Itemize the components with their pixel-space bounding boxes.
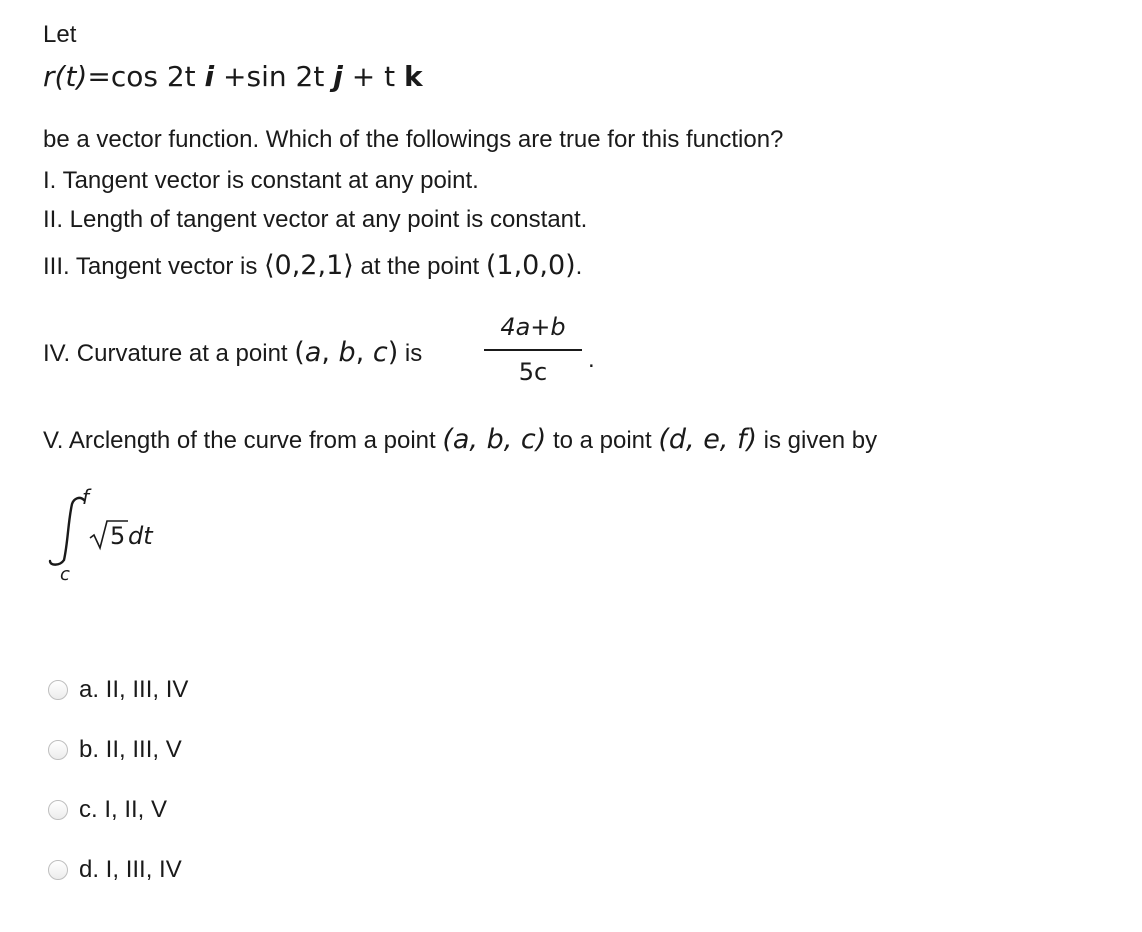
statement-5-suffix: is given by	[757, 427, 878, 454]
radio-button-c[interactable]	[48, 800, 68, 820]
var-a: a	[304, 337, 322, 368]
point-abc-2: (a, b, c)	[442, 424, 547, 455]
question-intro: be a vector function. Which of the followings are true for this function?	[43, 126, 784, 153]
statement-3-middle: at the point	[353, 253, 486, 280]
statement-4-is: is	[398, 340, 423, 367]
let-text: Let	[43, 21, 77, 48]
term-t: + t	[342, 60, 404, 93]
radio-button-d[interactable]	[48, 860, 68, 880]
option-d[interactable]	[48, 855, 182, 885]
statement-2: II. Length of tangent vector at any point is constant.	[43, 206, 588, 233]
statement-4-prefix: IV. Curvature at a point	[43, 340, 295, 367]
statement-3-prefix: III. Tangent vector is	[43, 253, 265, 280]
comma: ,	[355, 337, 373, 368]
vector-function	[43, 60, 423, 94]
statement-5-prefix: V. Arclength of the curve from a point	[43, 427, 443, 454]
point-value: (1,0,0)	[485, 250, 576, 281]
statement-3	[43, 251, 582, 282]
option-d-label: d. I, III, IV	[79, 856, 182, 883]
fraction-denominator: 5c	[518, 358, 548, 386]
tangent-vector: ⟨0,2,1⟩	[264, 250, 354, 281]
statement-5	[43, 425, 877, 456]
option-c[interactable]	[48, 795, 167, 825]
statement-3-suffix: .	[575, 253, 583, 280]
arclength-integral	[30, 482, 230, 582]
unit-k: k	[403, 60, 423, 93]
curvature-fraction	[484, 312, 582, 387]
paren-close: )	[387, 337, 399, 368]
term-sin: +sin 2t	[214, 60, 334, 93]
term-cos: cos 2t	[110, 60, 205, 93]
option-c-label: c. I, II, V	[79, 796, 168, 823]
statement-1: I. Tangent vector is constant at any point.	[43, 167, 479, 194]
var-c: c	[372, 337, 388, 368]
unit-j: j	[333, 60, 343, 93]
point-abc	[294, 337, 398, 368]
statement-4-suffix: .	[588, 346, 595, 373]
statement-5-middle: to a point	[546, 427, 659, 454]
unit-i: i	[204, 60, 215, 93]
option-b-label: b. II, III, V	[79, 736, 182, 763]
radio-button-a[interactable]	[48, 680, 68, 700]
integrand: 5	[110, 522, 126, 550]
fraction-bar	[484, 349, 582, 351]
option-a[interactable]	[48, 675, 188, 705]
option-a-label: a. II, III, IV	[79, 676, 189, 703]
paren-open: (	[294, 337, 305, 368]
point-def: (d, e, f)	[658, 424, 758, 455]
statement-4	[43, 338, 422, 369]
function-lhs: r(t)	[43, 60, 88, 93]
var-b: b	[338, 337, 356, 368]
equals-sign: =	[87, 60, 111, 93]
integral-upper: f	[82, 485, 90, 509]
differential: dt	[128, 522, 153, 550]
fraction-numerator: 4a+b	[500, 313, 566, 341]
option-b[interactable]	[48, 735, 182, 765]
integral-lower: c	[60, 564, 70, 582]
comma: ,	[321, 337, 339, 368]
radio-button-b[interactable]	[48, 740, 68, 760]
integral-sign-icon	[50, 498, 84, 565]
